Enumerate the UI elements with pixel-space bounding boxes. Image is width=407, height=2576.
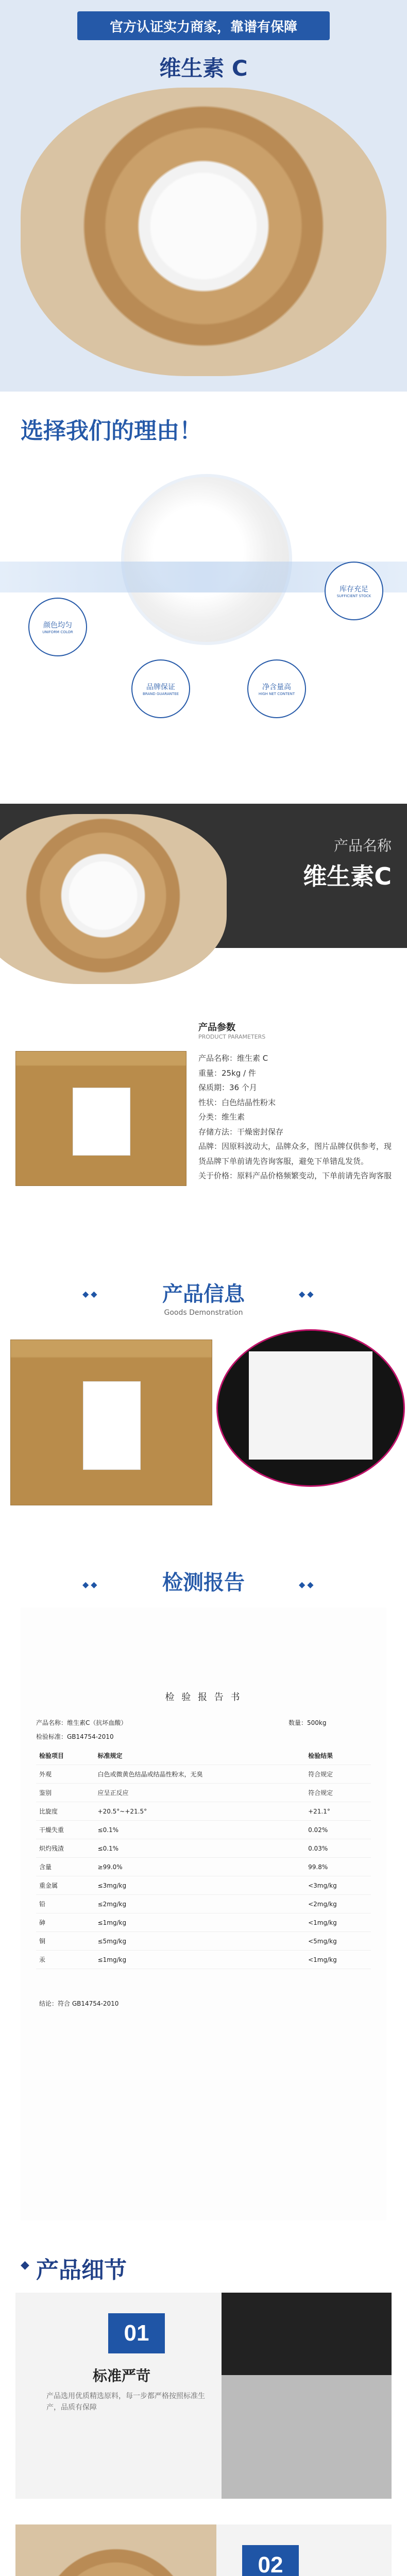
params-box-photo <box>15 1051 186 1186</box>
bubble-uniform-color <box>28 598 87 656</box>
param-line: 关于价格：原料产品价格频繁变动，下单前请先咨询客服 <box>198 1171 392 1180</box>
details-title: 产品细节 <box>36 2257 127 2283</box>
detail-card-02 <box>15 2524 392 2576</box>
params-title: 产品参数 <box>198 1022 235 1033</box>
table-cell: <3mg/kg <box>305 1876 371 1895</box>
box-label <box>73 1088 130 1156</box>
banner-bar <box>77 11 330 40</box>
param-line: 保质期：36 个月 <box>198 1083 257 1092</box>
table-cell: ≤0.1% <box>95 1839 306 1858</box>
diamond-right-icon: ◆◆ <box>299 1289 316 1299</box>
table-cell: 应呈正反应 <box>95 1784 306 1802</box>
table-cell: 重金属 <box>36 1876 95 1895</box>
table-row <box>36 1932 371 1951</box>
table-cell: ≥99.0% <box>95 1858 306 1876</box>
table-cell: 99.8% <box>305 1858 371 1876</box>
table-cell: 含量 <box>36 1858 95 1876</box>
params-subtitle: PRODUCT PARAMETERS <box>198 1033 266 1040</box>
param-line: 分类：维生素 <box>198 1112 245 1122</box>
table-header-cell: 检验项目 <box>36 1747 95 1765</box>
table-cell: 比旋度 <box>36 1802 95 1821</box>
param-line: 性状：白色结晶性粉末 <box>198 1097 276 1107</box>
label-closeup-photo <box>216 1329 405 1487</box>
report-meta-left: 产品名称：维生素C（抗坏血酸） <box>36 1719 127 1726</box>
report-section <box>0 1566 407 2241</box>
product-name-value: 维生素C <box>303 862 392 890</box>
reasons-title: 选择我们的理由！ <box>21 418 202 444</box>
report-doc-title: 检 验 报 告 书 <box>165 1692 242 1703</box>
product-info-box-photo <box>10 1340 212 1505</box>
table-cell: ≤1mg/kg <box>95 1913 306 1932</box>
detail-desc: 产品选用优质精选原料，每一步都严格按照标准生产，品质有保障 <box>46 2392 205 2412</box>
table-cell: 炽灼残渣 <box>36 1839 95 1858</box>
table-cell: <1mg/kg <box>305 1951 371 1969</box>
detail-photo <box>222 2293 392 2499</box>
table-row <box>36 1858 371 1876</box>
table-cell: 干燥失重 <box>36 1821 95 1839</box>
table-cell: 符合规定 <box>305 1765 371 1784</box>
table-header-cell: 标准规定 <box>95 1747 306 1765</box>
table-cell: <1mg/kg <box>305 1913 371 1932</box>
bubble-en: UNIFORM COLOR <box>42 630 73 634</box>
param-line: 产品名称：维生素 C <box>198 1054 268 1063</box>
param-line: 品牌：因原料波动大，品牌众多，图片品牌仅供参考，现货品牌下单前请先咨询客服，避免下单错乱发货。 <box>198 1142 392 1166</box>
table-cell: 外观 <box>36 1765 95 1784</box>
bubble-cn: 库存充足 <box>340 585 368 594</box>
report-meta-right: 数量：500kg <box>289 1719 327 1726</box>
table-cell: ≤1mg/kg <box>95 1951 306 1969</box>
table-cell: <5mg/kg <box>305 1932 371 1951</box>
diamond-left-icon: ◆◆ <box>82 1580 99 1589</box>
bubble-cn: 品牌保证 <box>146 683 175 691</box>
table-cell: 鉴别 <box>36 1784 95 1802</box>
table-cell: 汞 <box>36 1951 95 1969</box>
table-row <box>36 1765 371 1784</box>
table-cell: 0.03% <box>305 1839 371 1858</box>
bubble-en: BRAND GUARANTEE <box>142 692 179 696</box>
bubble-en: SUFFICIENT STOCK <box>336 594 371 598</box>
report-conclusion: 结论：符合 GB14754-2010 <box>39 2000 119 2007</box>
table-cell: 0.02% <box>305 1821 371 1839</box>
diamond-left-icon: ◆◆ <box>82 1289 99 1299</box>
report-title: 检测报告 <box>162 1571 245 1595</box>
product-info-subtitle: Goods Demonstration <box>164 1309 243 1317</box>
table-cell: ≤5mg/kg <box>95 1932 306 1951</box>
detail-title: 标准严苛 <box>93 2367 151 2384</box>
report-table <box>36 1747 371 1969</box>
reasons-center-photo <box>121 474 292 645</box>
table-header-cell: 检验结果 <box>305 1747 371 1765</box>
param-line: 重量：25kg / 件 <box>198 1068 256 1078</box>
bubble-sufficient-stock <box>325 562 383 620</box>
table-cell: <2mg/kg <box>305 1895 371 1913</box>
reasons-section <box>0 392 407 804</box>
box-label <box>83 1381 141 1470</box>
table-row <box>36 1839 371 1858</box>
detail-photo <box>15 2524 216 2576</box>
hero-section <box>0 0 407 392</box>
detail-number: 01 <box>108 2313 165 2353</box>
detail-number: 02 <box>242 2545 299 2576</box>
bubble-high-net-content <box>247 659 306 718</box>
table-row <box>36 1784 371 1802</box>
param-line: 存储方法：干燥密封保存 <box>198 1127 284 1137</box>
hero-title: 维生素 C <box>159 56 248 81</box>
table-cell: ≤0.1% <box>95 1821 306 1839</box>
hero-product-photo <box>21 88 386 376</box>
bubble-en: HIGH NET CONTENT <box>258 692 295 696</box>
table-cell: +21.1° <box>305 1802 371 1821</box>
bubble-cn: 净含量高 <box>262 683 291 691</box>
bubble-brand-guarantee <box>131 659 190 718</box>
detail-card-01 <box>15 2293 392 2499</box>
table-row <box>36 1895 371 1913</box>
details-section <box>0 2241 407 2576</box>
table-cell: +20.5°~+21.5° <box>95 1802 306 1821</box>
report-std: 检验标准：GB14754-2010 <box>36 1733 114 1740</box>
product-name-section <box>0 804 407 1010</box>
table-row <box>36 1913 371 1932</box>
product-name-photo <box>0 814 227 984</box>
params-section <box>0 1010 407 1278</box>
table-cell: ≤3mg/kg <box>95 1876 306 1895</box>
table-cell: 铅 <box>36 1895 95 1913</box>
label-sheet <box>249 1351 372 1460</box>
table-row <box>36 1821 371 1839</box>
table-row <box>36 1951 371 1969</box>
diamond-right-icon: ◆◆ <box>299 1580 316 1589</box>
table-row <box>36 1876 371 1895</box>
table-cell: ≤2mg/kg <box>95 1895 306 1913</box>
table-cell: 白色或微黄色结晶或结晶性粉末，无臭 <box>95 1765 306 1784</box>
product-info-section <box>0 1278 407 1566</box>
report-document <box>21 1607 386 2221</box>
product-info-title: 产品信息 <box>162 1282 245 1306</box>
table-cell: 砷 <box>36 1913 95 1932</box>
details-title-diamond-icon: ◆ <box>21 2259 29 2272</box>
table-header-row <box>36 1747 371 1765</box>
table-row <box>36 1802 371 1821</box>
bubble-cn: 颜色均匀 <box>43 621 72 630</box>
params-list <box>198 1051 394 1183</box>
product-name-label: 产品名称 <box>333 837 392 854</box>
banner-text: 官方认证实力商家，靠谱有保障 <box>109 19 297 35</box>
table-cell: 符合规定 <box>305 1784 371 1802</box>
table-cell: 铜 <box>36 1932 95 1951</box>
